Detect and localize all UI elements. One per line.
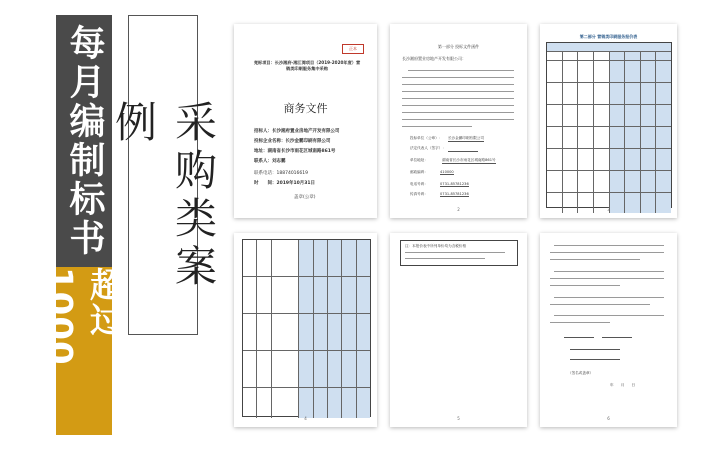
doc-page-table-continued <box>234 233 377 427</box>
page-number: 3 <box>607 207 610 212</box>
cover-field-2: 投标企业名称：长沙金鹏印刷有限公司 <box>254 139 331 144</box>
statement-signature: （签名或盖章） <box>568 371 594 375</box>
letter-label-5: 电话号码： <box>410 182 428 186</box>
note-text: 注：本报价表中所列单价均为含税价格 <box>405 244 467 248</box>
letter-value-6: 0731-85781236 <box>440 192 469 196</box>
letter-label-4: 邮政编码： <box>410 170 428 174</box>
letter-value-3: 湖南省长沙市雨花区城南路861号 <box>442 158 496 162</box>
table-heading: 第二部分 营销类印刷服务报价表 <box>579 34 638 39</box>
letter-heading: 第一部分 投标文件函件 <box>437 44 480 49</box>
letter-value-4: 410000 <box>440 170 454 174</box>
letter-to: 长沙湘府置业房地产开发有限公司： <box>402 56 466 61</box>
category-label-box <box>109 100 218 330</box>
letter-label-2: 法定代表人（签字）： <box>410 146 446 150</box>
original-stamp: 正本 <box>342 44 364 54</box>
cover-field-3: 地址：湖南省长沙市雨花区城南路861号 <box>254 149 336 154</box>
letter-label-1: 投标单位（公章）： <box>410 136 443 140</box>
doc-page-note <box>390 233 527 427</box>
doc-page-letter <box>390 24 527 218</box>
page-number: 5 <box>457 416 460 421</box>
letter-label-3: 单位地址： <box>410 158 428 162</box>
cover-project-title: 竞标项目：长沙湘府-湘江湾项目（2019-2020年度）营销类印刷服务集中采购 <box>253 60 361 71</box>
continued-table <box>242 239 371 417</box>
letter-label-6: 传真号码： <box>410 192 428 196</box>
category-label: 采购类案例 <box>109 100 218 292</box>
letter-value-5: 0731-85781236 <box>440 182 469 186</box>
page-number: 4 <box>304 416 307 421</box>
statement-date: 年 月 日 <box>610 383 636 387</box>
cover-doc-title: 商务文件 <box>283 102 328 115</box>
cover-field-4: 联系人：刘志鹏 <box>254 159 286 164</box>
cover-field-5: 联系电话：18874016619 <box>254 171 308 176</box>
cover-field-6: 时 间：2019年10月31日 <box>254 181 316 186</box>
cover-footer: 盖章(公章) <box>294 195 316 200</box>
page-number: 2 <box>457 207 460 212</box>
quote-table <box>546 42 672 208</box>
doc-page-quote-table <box>540 24 677 218</box>
banner-top-text: 每月编制标书 <box>64 24 105 258</box>
letter-value-1: 长沙金鹏印刷有限公司 <box>448 136 484 140</box>
banner-bottom-text: 超过1000 <box>39 267 124 366</box>
cover-field-1: 招标人：长沙湘府置业房地产开发有限公司 <box>254 129 340 134</box>
note-box <box>400 240 518 266</box>
page-number: 6 <box>607 416 610 421</box>
doc-page-cover <box>234 24 377 218</box>
doc-page-statement <box>540 233 677 427</box>
